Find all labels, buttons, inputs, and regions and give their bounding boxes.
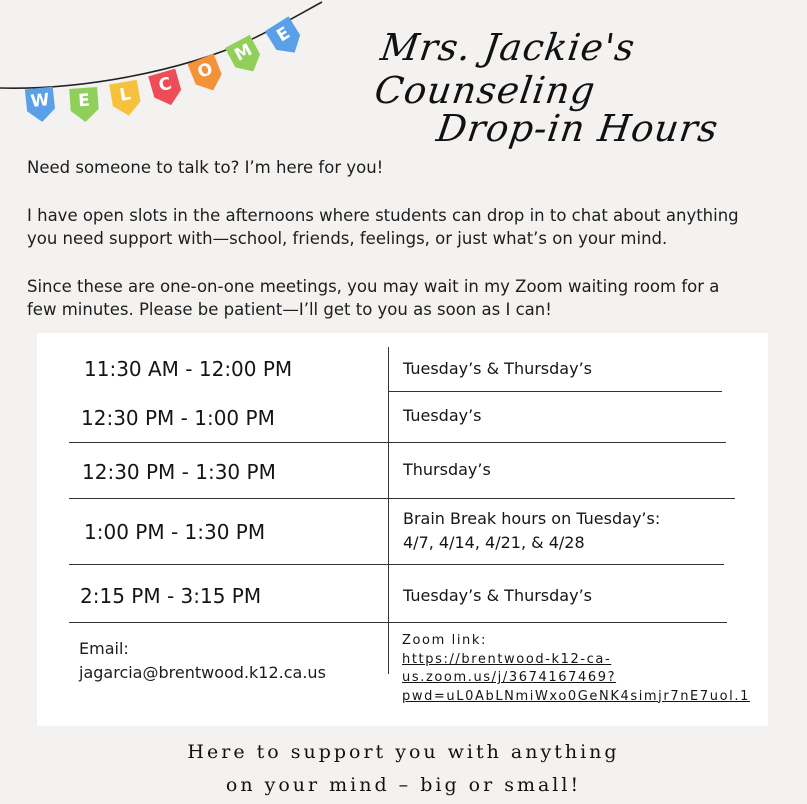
row-divider: [69, 564, 724, 565]
welcome-banner: [0, 0, 330, 130]
flag-m: [225, 35, 266, 78]
flag-w: [25, 87, 56, 124]
zoom-link-line-1[interactable]: https://brentwood-k12-ca-: [402, 651, 612, 667]
intro-paragraph-3: Since these are one-on-one meetings, you may wait in my Zoom waiting room for a few minutes. Please be patient—I’ll get to you as soon as I can!: [27, 277, 720, 319]
svg-text:W: W: [29, 90, 51, 112]
svg-text:M: M: [231, 40, 256, 66]
email-block: [79, 637, 326, 685]
row-divider: [69, 442, 726, 443]
time-slot-4: 1:00 PM - 1:30 PM: [84, 520, 266, 544]
email-label: Email:: [79, 639, 129, 658]
time-slot-2: 12:30 PM - 1:00 PM: [81, 406, 275, 430]
zoom-label: Zoom link:: [402, 633, 487, 648]
intro-paragraph-1: Need someone to talk to? I’m here for you!: [27, 158, 384, 177]
zoom-link-line-3[interactable]: pwd=uL0AbLNmiWxo0GeNK4simjr7nE7uol.1: [402, 688, 750, 704]
footer-line-1: Here to support you with anything: [187, 741, 620, 763]
intro-paragraph-2: I have open slots in the afternoons where students can drop in to chat about anything you need support with—school, friends, feelings, or just what’s on your mind.: [27, 206, 739, 248]
svg-text:O: O: [194, 58, 216, 83]
svg-text:E: E: [273, 23, 294, 47]
days-slot-4: Brain Break hours on Tuesday’s: 4/7, 4/14, 4/21, & 4/28: [403, 509, 661, 552]
row-divider: [389, 391, 722, 392]
svg-text:E: E: [77, 90, 91, 112]
time-slot-5: 2:15 PM - 3:15 PM: [80, 584, 262, 608]
days-slot-1: Tuesday’s & Thursday’s: [403, 359, 592, 378]
time-slot-1: 11:30 AM - 12:00 PM: [84, 357, 293, 381]
flag-e2: [265, 16, 307, 60]
flag-c: [148, 69, 184, 109]
zoom-link-line-2[interactable]: us.zoom.us/j/3674167469?: [402, 670, 617, 685]
zoom-block: [402, 632, 750, 706]
days-slot-2: Tuesday’s: [403, 406, 482, 425]
flag-l: [109, 80, 142, 118]
email-address[interactable]: jagarcia@brentwood.k12.ca.us: [79, 663, 326, 682]
days-slot-3: Thursday’s: [403, 460, 491, 479]
flag-e: [69, 87, 99, 123]
page-subtitle: Drop-in Hours: [433, 107, 722, 150]
row-divider: [69, 498, 735, 499]
days-slot-5: Tuesday’s & Thursday’s: [403, 586, 592, 605]
footer-line-2: on your mind – big or small!: [225, 774, 582, 796]
page-title: Mrs. Jackie's Counseling: [371, 26, 639, 112]
column-divider: [388, 347, 389, 674]
svg-text:C: C: [156, 73, 175, 97]
time-slot-3: 12:30 PM - 1:30 PM: [82, 460, 276, 484]
row-divider: [69, 622, 727, 623]
flag-o: [188, 54, 227, 96]
svg-text:L: L: [118, 84, 133, 106]
